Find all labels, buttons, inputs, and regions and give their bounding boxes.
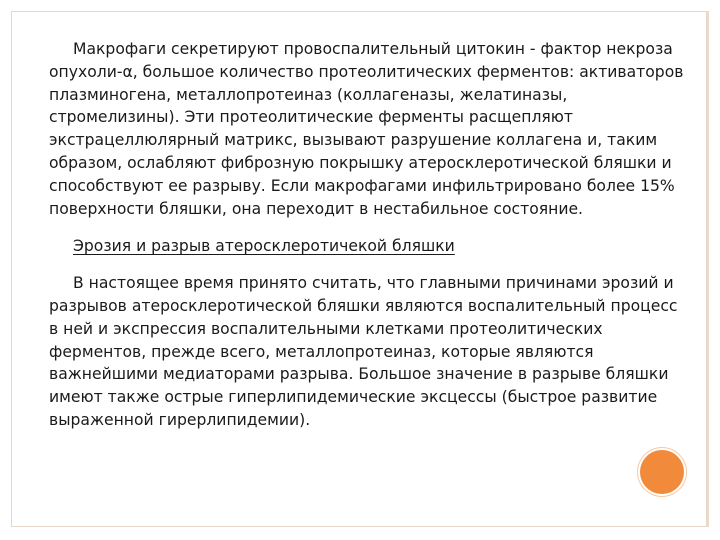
paragraph-causes: В настоящее время принято считать, что главными причинами эрозий и разрывов атеросклеротической бляшки являются воспалительный процесс в ней и экспрессия воспалительными клетками протеолитических ферментов, прежде всего, металлопротеиназ, которые являются важнейшими медиаторами разрыва. Большое значение в разрыве бляшки имеют также острые гиперлипидемические эксцессы (быстрое развитие выраженной гирерлипидемии). <box>49 274 678 429</box>
slide-frame-edge <box>707 11 709 527</box>
section-heading-text: Эрозия и разрыв атеросклеротичекой бляшки <box>73 237 455 256</box>
paragraph-macrophages: Макрофаги секретируют провоспалительный цитокин - фактор некроза опухоли-α, большое количество протеолитических ферментов: активаторов плазминогена, металлопротеиназ (коллагеназы, желатиназы, стромелизины). Эти протеолитические ферменты расщепляют экстрацеллюлярный матрикс, вызывают разрушение коллагена и, таким образом, ослабляют фиброзную покрышку атеросклеротической бляшки и способствуют ее разрыву. Если макрофагами инфильтрировано более 15% поверхности бляшки, она переходит в нестабильное состояние. <box>49 40 684 218</box>
slide-body <box>49 38 689 432</box>
section-heading <box>49 235 689 258</box>
decorative-circle <box>640 450 684 494</box>
